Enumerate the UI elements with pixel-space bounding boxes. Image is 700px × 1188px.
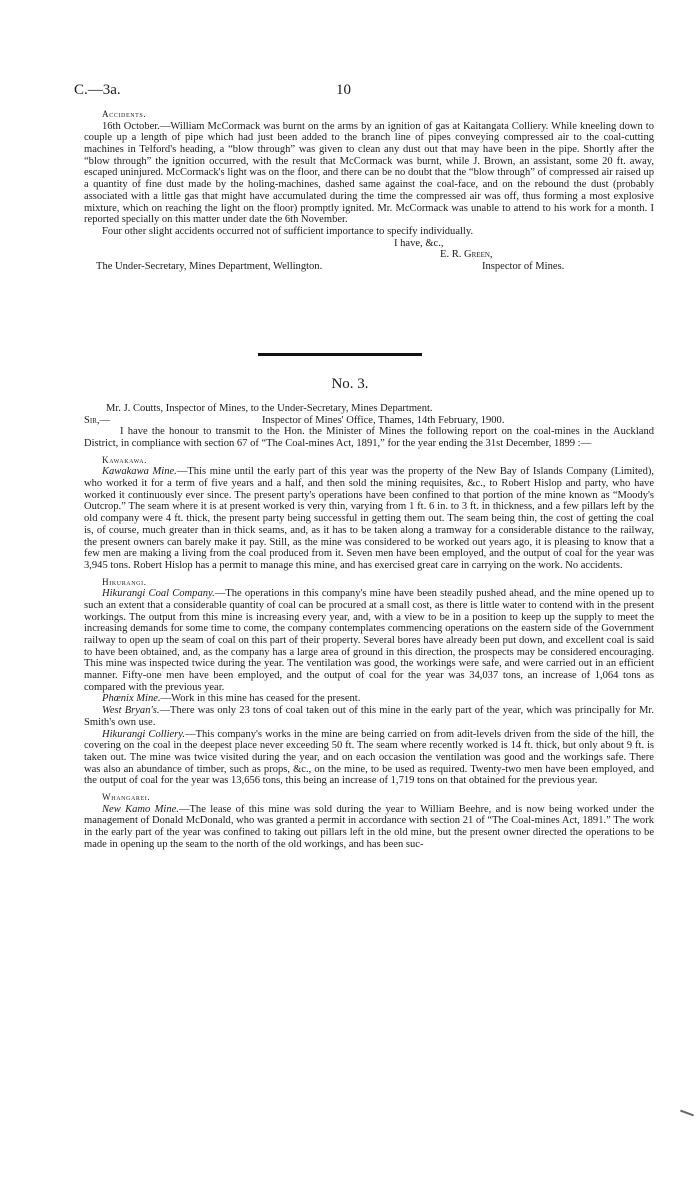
signature-line <box>84 249 654 261</box>
whangarei-heading: Whangarei. <box>102 791 151 802</box>
west-bryans-text: —There was only 23 tons of coal taken out of this mine in the early part of the year, which was principally for Mr. Smith's own use. <box>84 705 654 728</box>
kawakawa-text: —This mine until the early part of this year was the property of the New Bay of Islands Company (Limited), who worked it for a term of five years and a half, and then sold the mining requisites, &c., to Robert Hislop and party, who have worked it continuously ever since. The present party's operations have been confined to that portion of the mine known as “Moody's Outcrop.” The seam where it is at present worked is very thin, varying from 1 ft. 6 in. to 3 ft. in thickness, and a few pillars left by the old company were 4 ft. thick, the present party being successful in getting them out. The seam being thin, the cost of getting the coal is, of course, much greater than in thick seams, and, as it has to be taken along a tramway for a considerable distance to the railway, the present owners can barely make it pay. Still, as the mine was considered to be worked out years ago, it is pleasing to know that a few men are making a living from the coal produced from it. Seven men have been employed, and the output of coal for the year was 3,945 tons. Robert Hislop has a permit to manage this mine, and has exercised great care in carrying on the work. No accidents. <box>84 466 654 571</box>
west-bryans-name: West Bryan's. <box>102 705 160 717</box>
west-bryans-paragraph <box>84 705 654 728</box>
accidents-other-paragraph: Four other slight accidents occurred not of sufficient importance to specify individually. <box>102 225 474 237</box>
new-kamo-paragraph <box>84 804 654 851</box>
kawakawa-paragraph <box>84 466 654 571</box>
no3-heading: No. 3. <box>331 376 369 392</box>
hikurangi-colliery-text: —This company's works in the mine are being carried on from adit-levels driven from the side of the hill, the covering on the coal in the deepest place never exceeding 50 ft. The seam where recently worked is 14 ft. thick, but only about 9 ft. is taken out. The mine was twice visited during the year, and on each occasion the ventilation was good and the workings safe. There was also an abundance of timber, such as props, &c., on the mine, to be used as required. Twenty-two men have been employed, and the output of coal for the year was 13,656 tons, this being an increase of 1,719 tons on that obtained for the previous year. <box>84 728 654 787</box>
hikurangi-colliery-name: Hikurangi Colliery. <box>102 728 186 740</box>
signatory-title: Inspector of Mines. <box>482 260 565 272</box>
page-number: 10 <box>336 82 351 98</box>
phoenix-text: —Work in this mine has ceased for the present. <box>160 693 361 705</box>
kawakawa-mine-name: Kawakawa Mine. <box>102 466 177 478</box>
new-kamo-text: —The lease of this mine was sold during the year to William Beehre, and is now being worked under the management of Donald McDonald, who was granted a permit in accordance with section 21 of “The Coal-mines Act, 1891.” The work in the early part of the year was confined to taking out pillars left in the old mine, but the present owner directed the operations to be made in opening up the seam to the north of the old workings, and has been suc- <box>84 803 655 850</box>
report-intro: I have the honour to transmit to the Hon. the Minister of Mines the following report on the coal-mines in the Auckland District, in compliance with section 67 of “The Coal-mines Act, 1891,” for the year ending the 31st December, 1899 :— <box>84 426 654 450</box>
hikurangi-heading: Hikurangi. <box>102 576 147 587</box>
hikurangi-company-paragraph <box>84 588 654 693</box>
no3-from-line: Mr. J. Coutts, Inspector of Mines, to the Under-Secretary, Mines Department. <box>106 403 433 414</box>
salutation-line <box>84 415 654 427</box>
report-reference: C.—3a. <box>74 82 121 98</box>
page-header <box>74 82 654 98</box>
section-divider <box>258 353 422 356</box>
signature: E. R. Green, <box>440 249 493 261</box>
kawakawa-heading: Kawakawa. <box>102 454 148 465</box>
phoenix-mine-name: Phœnix Mine. <box>102 693 161 705</box>
no3-section <box>84 403 654 850</box>
closing-text: I have, &c., <box>394 237 444 249</box>
new-kamo-mine-name: New Kamo Mine. <box>102 803 179 815</box>
salutation: Sir,— <box>84 414 111 426</box>
margin-mark <box>680 1110 694 1117</box>
hikurangi-colliery-paragraph <box>84 729 654 787</box>
accidents-heading: Accidents. <box>102 109 147 119</box>
accidents-section <box>84 109 654 273</box>
office-address: Inspector of Mines' Office, Thames, 14th February, 1900. <box>262 414 505 426</box>
hikurangi-company-name: Hikurangi Coal Company. <box>102 588 215 600</box>
phoenix-paragraph <box>84 693 654 705</box>
addressee-line <box>84 261 654 273</box>
hikurangi-company-text: —The operations in this company's mine have been steadily pushed ahead, and the mine opened up to such an extent that a considerable quantity of coal can be procured at a small cost, as there is little water to contend with in the present workings. The output from this mine is increasing every year, and, with a view to be in a position to keep up the supply to meet the increasing demands for some time to come, the company contemplates commencing operations on the eastern side of the Government railway to open up the seam of coal on this part of their property. Several bores have already been put down, and excellent coal is said to have been obtained, and, as the company has a large area of ground in this direction, the prospects may be considered encouraging. This mine was inspected twice during the year. The ventilation was good, the workings were safe, and were carried out in an efficient manner. Fifty-one men have been employed, and the output of coal for the year was 34,037 tons, an increase of 1,064 tons as compared with the previous year. <box>84 588 654 693</box>
accidents-paragraph: 16th October.—William McCormack was burnt on the arms by an ignition of gas at Kaitangata Colliery. While kneeling down to couple up a length of pipe which had just been added to the branch line of pipes conveying compressed air to the coal-cutting machines in Telford's heading, a “blow through” was given to clean any dust out that may have been in the pipe. Shortly after the “blow through” the ignition occurred, with the result that McCormack was burnt, while J. Brown, an assistant, some 20 ft. away, escaped uninjured. McCormack's light was on the floor, and there can be no doubt that the “blow through” of compressed air raised up a quantity of fine dust made by the holing-machines, dashed same against the coal-face, and on the rebound the dust (probably associated with a little gas that might have accumulated during the time the compressed air was off, thus forming a most explosive mixture, which on reaching the light on the floor) promptly ignited. Mr. McCormack was unable to attend to his work for a month. I reported specially on this matter under date the 6th November. <box>84 120 654 226</box>
addressee: The Under-Secretary, Mines Department, Wellington. <box>96 260 323 272</box>
closing-line <box>84 238 654 250</box>
